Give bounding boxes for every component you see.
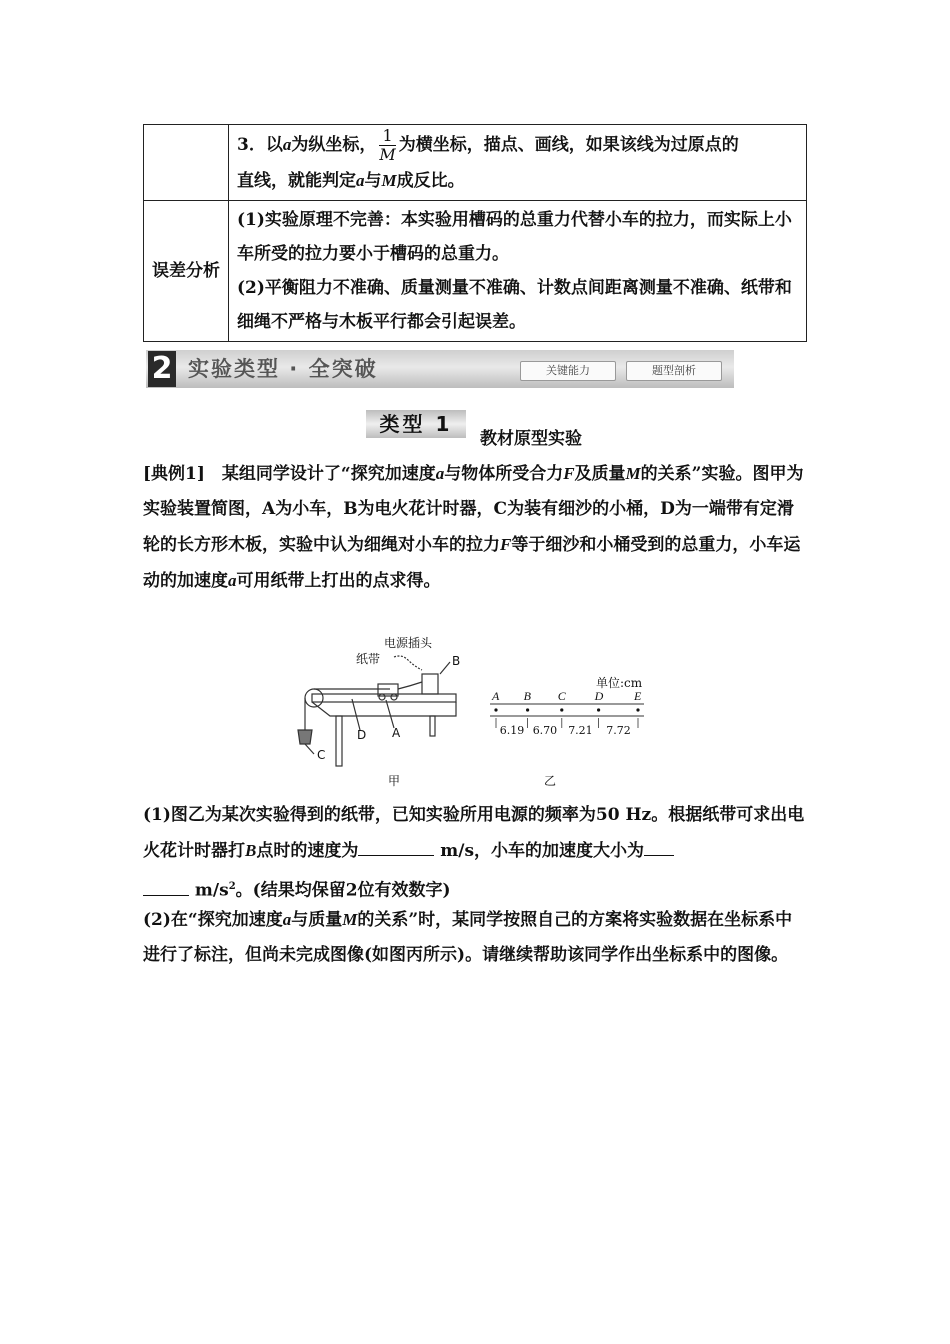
section-number: 2 — [148, 351, 176, 387]
tape-line — [398, 682, 422, 689]
summary-table — [143, 124, 807, 342]
method-step-3: 3．以a为纵坐标， $\frac{1}{M}$ 为横坐标，描点、画线，如果该线为过原点的 直线，就能判定a与M成反比。 — [229, 125, 807, 201]
bucket — [298, 730, 312, 744]
tape-dot — [636, 708, 639, 711]
caption-yi: 乙 — [544, 774, 557, 788]
tape-gap-label: 7.72 — [606, 724, 631, 737]
section-title: 实验类型 · 全突破 — [188, 357, 378, 381]
type-label: 类型 1 — [366, 410, 466, 438]
caption-jia: 甲 — [388, 774, 401, 788]
tape-gap-label: 6.19 — [499, 724, 525, 737]
answer-blank-acceleration-part2[interactable] — [143, 873, 189, 896]
tape-unit: 单位:cm — [596, 676, 643, 690]
tape-dot — [597, 708, 600, 711]
tape-dot — [526, 708, 529, 711]
content-page — [143, 124, 807, 342]
fraction-one-over-m: $\frac{1}{M}$ — [379, 126, 396, 164]
tape-point-label: B — [523, 689, 531, 703]
tape-gap-label: 6.70 — [532, 724, 558, 737]
power-cord — [394, 656, 422, 670]
label-tape: 纸带 — [356, 652, 381, 666]
tag-question-analysis: 题型剖析 — [626, 361, 722, 381]
label-power-plug: 电源插头 — [384, 636, 433, 650]
tape-dot — [494, 708, 497, 711]
type-subtitle: 教材原型实验 — [480, 429, 582, 449]
label-c: C — [317, 748, 326, 762]
error-analysis-text — [229, 201, 807, 342]
question-2: (2)在“探究加速度a与质量M的关系”时，某同学按照自己的方案将实验数据在坐标系中进行了标注，但尚未完成图像(如图丙所示)。请继续帮助该同学作出坐标系中的图像。 — [143, 910, 793, 965]
section-banner — [146, 350, 734, 388]
row-header — [144, 125, 229, 201]
tape-point-label: C — [557, 689, 566, 703]
answer-blank-velocity[interactable] — [358, 833, 434, 856]
example-paragraph: [典例1] 某组同学设计了“探究加速度a与物体所受合力F及质量M的关系”实验。图甲为实验装置简图，A为小车，B为电火花计时器，C为装有细沙的小桶，D为一端带有定滑轮的长方形木板，实验中认为细绳对小车的拉力F等于细沙和小桶受到的总重力，小车运动的加速度a可用纸带上打出的点求得。 — [143, 464, 804, 591]
tape-point-label: E — [634, 689, 642, 703]
tape-dot — [560, 708, 563, 711]
table-row — [144, 125, 807, 201]
board-side — [312, 702, 456, 716]
label-a: A — [392, 726, 401, 740]
label-d: D — [357, 728, 367, 742]
row-header-error-analysis: 误差分析 — [144, 201, 229, 342]
tape-gap-label: 7.21 — [568, 724, 593, 737]
error-point-2: (2)平衡阻力不准确、质量测量不准确、计数点间距离测量不准确、纸带和细绳不严格与木板平行都会引起误差。 — [237, 278, 792, 332]
tape-point-label: D — [594, 689, 604, 703]
error-point-1: (1)实验原理不完善：本实验用槽码的总重力代替小车的拉力，而实际上小车所受的拉力要小于槽码的总重力。 — [237, 210, 792, 264]
timer — [422, 674, 438, 694]
question-1: (1)图乙为某次实验得到的纸带，已知实验所用电源的频率为50 Hz。根据纸带可求出电火花计时器打B点时的速度为 m/s，小车的加速度大小为 $m/s^2$。(结果均保留2位有效数字) — [143, 805, 805, 901]
answer-blank-acceleration-part1[interactable] — [644, 833, 674, 856]
tag-key-ability: 关键能力 — [520, 361, 616, 381]
board-leg — [336, 716, 342, 766]
label-b: B — [452, 654, 461, 668]
tape-point-label: A — [492, 689, 500, 703]
table-row — [144, 201, 807, 342]
